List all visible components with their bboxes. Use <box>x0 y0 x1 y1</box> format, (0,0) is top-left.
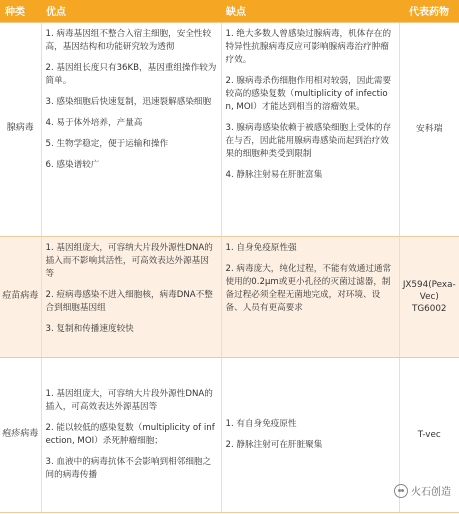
disadvantage-item: 2. 腺病毒杀伤细胞作用相对较弱，因此需要较高的感染复数（multiplicity of infection, MOI）才能达到相当的溶瘤效果。 <box>225 75 392 112</box>
advantage-item: 2. 基因组长度只有36KB，基因重组操作较为简单。 <box>45 62 217 86</box>
header-advantages: 优点 <box>41 0 221 22</box>
header-row <box>0 0 459 22</box>
advantages-cell <box>41 236 221 357</box>
disadvantages-cell <box>221 22 399 236</box>
watermark-text: 火石创造 <box>411 487 451 498</box>
header-drugs: 代表药物 <box>399 0 459 22</box>
advantage-item: 1. 基因组庞大，可容纳大片段外源性DNA的插入，可高效表达外源基因等 <box>45 388 213 412</box>
drug-name: TG6002 <box>411 303 447 314</box>
virus-type-cell: 疱疹病毒 <box>0 357 41 512</box>
disadvantage-item: 1. 自身免疫原性强 <box>225 242 297 253</box>
disadvantages-cell <box>221 236 399 357</box>
advantage-item: 3. 血液中的病毒抗体不会影响到相邻细胞之间的病毒传播 <box>45 457 212 481</box>
advantage-item: 3. 复制和传播速度较快 <box>45 323 134 334</box>
watermark <box>394 483 451 498</box>
advantage-item: 5. 生物学稳定，便于运输和操作 <box>45 139 169 150</box>
advantage-item: 1. 病毒基因组不整合入宿主细胞，安全性较高，基因结构和功能研究较为透彻 <box>45 28 212 52</box>
drugs-cell <box>399 22 459 236</box>
drug-name: JX594(Pexa-Vec) <box>402 279 456 302</box>
advantage-item: 2. 能以较低的感染复数（multiplicity of infection, MOI）杀死肿瘤细胞； <box>45 422 215 446</box>
header-disadvantages: 缺点 <box>221 0 399 22</box>
drugs-cell <box>399 236 459 357</box>
drug-name: T-vec <box>417 429 441 440</box>
table-row-vaccinia <box>0 236 459 357</box>
virus-type-cell: 痘苗病毒 <box>0 236 41 357</box>
disadvantage-item: 4. 静脉注射易在肝脏富集 <box>225 170 323 181</box>
disadvantage-item: 3. 腺病毒感染依赖于被感染细胞上受体的存在与否，因此能用腺病毒感染而起到治疗效果的细胞种类受到限制 <box>225 123 392 160</box>
disadvantages-cell <box>221 357 399 512</box>
wechat-icon <box>394 484 408 498</box>
advantage-item: 1. 基因组庞大，可容纳大片段外源性DNA的插入而不影响其活性，可高效表达外源基因等 <box>45 242 213 279</box>
advantage-item: 3. 感染细胞后快速复制，迅速裂解感染细胞 <box>45 96 212 107</box>
table-row-herpes <box>0 357 459 512</box>
disadvantage-item: 2. 静脉注射可在肝脏聚集 <box>225 440 323 450</box>
table-row-adenovirus <box>0 22 459 236</box>
advantages-cell <box>41 22 221 236</box>
drug-name: 安科瑞 <box>416 124 443 134</box>
disadvantage-item: 2. 病毒庞大，纯化过程，不能有效通过通常使用的0.2μm或更小孔径的灭菌过滤器，制备过程必须全程无菌地完成，对环境、设备、人员有更高要求 <box>225 263 392 313</box>
disadvantage-item: 1. 有自身免疫原性 <box>225 418 297 429</box>
virus-type-cell: 腺病毒 <box>0 22 41 236</box>
advantage-item: 4. 易于体外培养，产量高 <box>45 117 143 128</box>
header-type: 种类 <box>0 0 41 22</box>
disadvantage-item: 1. 绝大多数人曾感染过腺病毒，机体存在的特异性抗腺病毒反应可影响腺病毒治疗肿瘤疗效。 <box>225 28 392 65</box>
advantage-item: 6. 感染谱较广 <box>45 160 100 171</box>
advantage-item: 2. 痘病毒感染不进入细胞核，病毒DNA不整合到细胞基因组 <box>45 289 213 313</box>
advantages-cell <box>41 357 221 512</box>
